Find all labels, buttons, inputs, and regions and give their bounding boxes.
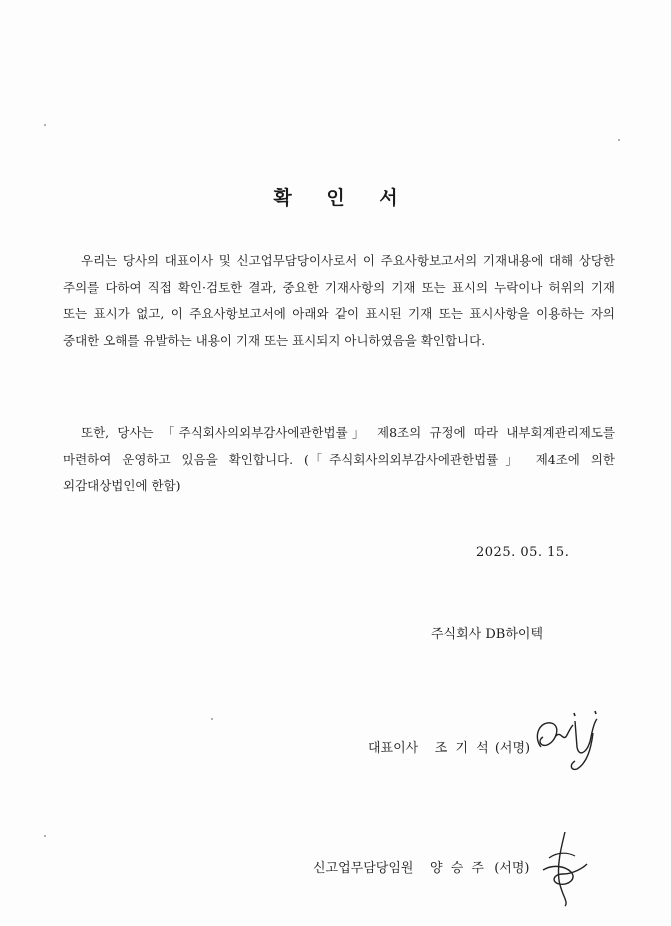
ceo-handwritten-signature xyxy=(527,707,607,777)
ceo-sign-label: (서명) xyxy=(494,741,531,756)
disclosure-officer-signature-line xyxy=(313,857,529,876)
scan-speck xyxy=(44,835,46,837)
document-date: 2025. 05. 15. xyxy=(476,545,570,560)
ceo-signature-line xyxy=(368,737,530,756)
ceo-name: 조 기 석 xyxy=(434,741,491,756)
ceo-role: 대표이사 xyxy=(368,741,419,756)
internal-control-paragraph: 또한, 당사는 「주식회사의외부감사에관한법률」 제8조의 규정에 따라 내부회계관리제도를 마련하여 운영하고 있음을 확인합니다. (「주식회사의외부감사에관한법률」 제4조에 의한 외감대상법인에 한함) xyxy=(63,425,615,493)
scan-speck xyxy=(618,139,620,141)
officer-handwritten-signature xyxy=(535,828,595,908)
company-name: 주식회사 DB하이텍 xyxy=(431,627,544,642)
document-title: 확 인 서 xyxy=(273,187,412,209)
officer-sign-label: (서명) xyxy=(494,861,530,876)
confirmation-paragraph: 우리는 당사의 대표이사 및 신고업무담당이사로서 이 주요사항보고서의 기재내용에 대해 상당한 주의를 다하여 직접 확인·검토한 결과, 중요한 기재사항의 기재 또는 표시의 누락이나 허위의 기재 또는 표시가 없고, 이 주요사항보고서에 아래와 같이 표시된 기재 또는 표시사항을 이용하는 자의 중대한 오해를 유발하는 내용이 기재 또는 표시되지 아니하였음을 확인합니다. xyxy=(63,253,615,348)
officer-role: 신고업무담당임원 xyxy=(313,861,414,876)
scan-speck xyxy=(211,718,213,720)
officer-name: 양 승 주 xyxy=(430,861,486,876)
scan-speck xyxy=(44,124,46,126)
